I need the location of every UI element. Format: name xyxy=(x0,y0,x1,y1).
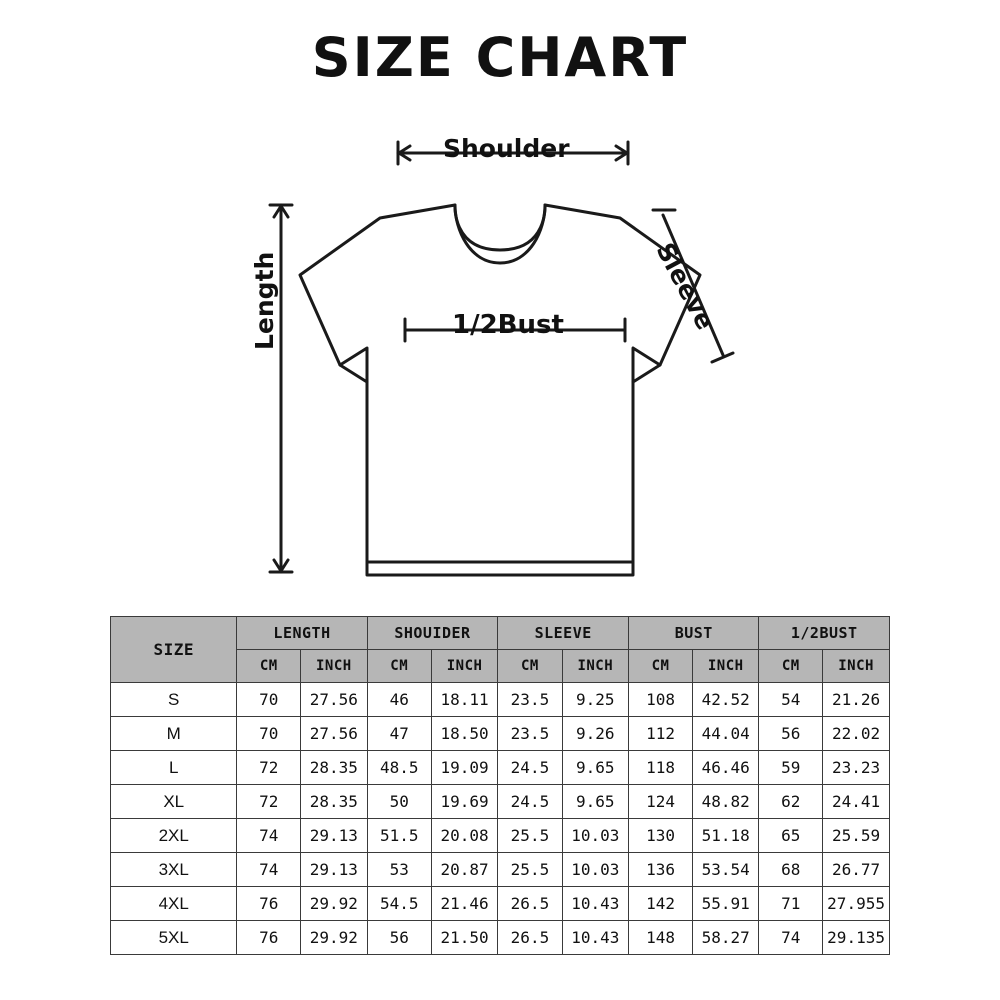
cell-size: XL xyxy=(111,785,237,819)
cell-value: 108 xyxy=(629,683,693,717)
cell-value: 53.54 xyxy=(693,853,759,887)
cell-value: 21.46 xyxy=(431,887,497,921)
unit-sleeve-cm: CM xyxy=(498,650,562,683)
unit-half-bust-cm: CM xyxy=(759,650,823,683)
cell-value: 74 xyxy=(237,819,301,853)
label-length: Length xyxy=(250,251,279,350)
cell-value: 29.13 xyxy=(301,819,367,853)
unit-sleeve-inch: INCH xyxy=(562,650,628,683)
cell-value: 24.41 xyxy=(823,785,890,819)
cell-value: 76 xyxy=(237,921,301,955)
cell-value: 62 xyxy=(759,785,823,819)
cell-size: 3XL xyxy=(111,853,237,887)
label-half-bust: 1/2Bust xyxy=(452,310,564,340)
table-group-header-row xyxy=(111,617,890,650)
cell-value: 29.13 xyxy=(301,853,367,887)
cell-value: 70 xyxy=(237,683,301,717)
cell-value: 28.35 xyxy=(301,785,367,819)
cell-value: 27.955 xyxy=(823,887,890,921)
cell-size: 2XL xyxy=(111,819,237,853)
cell-value: 22.02 xyxy=(823,717,890,751)
unit-bust-cm: CM xyxy=(629,650,693,683)
cell-value: 56 xyxy=(367,921,431,955)
cell-value: 9.65 xyxy=(562,785,628,819)
table-row xyxy=(111,683,890,717)
cell-value: 24.5 xyxy=(498,751,562,785)
cell-value: 54 xyxy=(759,683,823,717)
header-half-bust: 1/2BUST xyxy=(759,617,890,650)
table-row xyxy=(111,853,890,887)
cell-value: 55.91 xyxy=(693,887,759,921)
cell-value: 142 xyxy=(629,887,693,921)
header-size: SIZE xyxy=(111,617,237,683)
cell-value: 148 xyxy=(629,921,693,955)
table-row xyxy=(111,887,890,921)
cell-value: 112 xyxy=(629,717,693,751)
cell-value: 118 xyxy=(629,751,693,785)
cell-value: 74 xyxy=(237,853,301,887)
cell-value: 76 xyxy=(237,887,301,921)
unit-shoulder-cm: CM xyxy=(367,650,431,683)
cell-value: 48.5 xyxy=(367,751,431,785)
cell-value: 72 xyxy=(237,751,301,785)
label-sleeve: Sleeve xyxy=(650,238,721,335)
table-head xyxy=(111,617,890,683)
cell-value: 20.87 xyxy=(431,853,497,887)
cell-value: 68 xyxy=(759,853,823,887)
cell-value: 9.26 xyxy=(562,717,628,751)
cell-size: M xyxy=(111,717,237,751)
cell-value: 53 xyxy=(367,853,431,887)
cell-value: 54.5 xyxy=(367,887,431,921)
cell-size: S xyxy=(111,683,237,717)
cell-value: 18.11 xyxy=(431,683,497,717)
cell-value: 46.46 xyxy=(693,751,759,785)
cell-size: 4XL xyxy=(111,887,237,921)
cell-value: 29.92 xyxy=(301,921,367,955)
cell-value: 50 xyxy=(367,785,431,819)
cell-value: 19.69 xyxy=(431,785,497,819)
cell-value: 10.03 xyxy=(562,853,628,887)
size-chart-table xyxy=(110,616,890,955)
cell-value: 27.56 xyxy=(301,683,367,717)
cell-value: 51.5 xyxy=(367,819,431,853)
cell-value: 21.26 xyxy=(823,683,890,717)
tshirt-measurement-diagram xyxy=(0,100,1000,605)
header-sleeve: SLEEVE xyxy=(498,617,629,650)
cell-value: 10.03 xyxy=(562,819,628,853)
cell-value: 24.5 xyxy=(498,785,562,819)
cell-value: 20.08 xyxy=(431,819,497,853)
label-shoulder: Shoulder xyxy=(443,134,570,163)
cell-value: 130 xyxy=(629,819,693,853)
cell-value: 136 xyxy=(629,853,693,887)
table-row xyxy=(111,717,890,751)
unit-bust-inch: INCH xyxy=(693,650,759,683)
cell-value: 10.43 xyxy=(562,887,628,921)
cell-value: 19.09 xyxy=(431,751,497,785)
cell-value: 26.5 xyxy=(498,887,562,921)
cell-value: 44.04 xyxy=(693,717,759,751)
cell-value: 28.35 xyxy=(301,751,367,785)
cell-value: 51.18 xyxy=(693,819,759,853)
cell-value: 26.5 xyxy=(498,921,562,955)
cell-value: 10.43 xyxy=(562,921,628,955)
cell-value: 74 xyxy=(759,921,823,955)
page-title: SIZE CHART xyxy=(311,26,689,89)
cell-value: 70 xyxy=(237,717,301,751)
table-row xyxy=(111,819,890,853)
cell-value: 124 xyxy=(629,785,693,819)
cell-value: 71 xyxy=(759,887,823,921)
cell-value: 27.56 xyxy=(301,717,367,751)
cell-value: 18.50 xyxy=(431,717,497,751)
cell-value: 42.52 xyxy=(693,683,759,717)
table-row xyxy=(111,921,890,955)
header-length: LENGTH xyxy=(237,617,367,650)
cell-value: 65 xyxy=(759,819,823,853)
cell-value: 26.77 xyxy=(823,853,890,887)
cell-value: 59 xyxy=(759,751,823,785)
cell-value: 58.27 xyxy=(693,921,759,955)
cell-value: 46 xyxy=(367,683,431,717)
cell-value: 9.25 xyxy=(562,683,628,717)
cell-value: 23.5 xyxy=(498,717,562,751)
table-row xyxy=(111,751,890,785)
cell-value: 29.92 xyxy=(301,887,367,921)
cell-value: 9.65 xyxy=(562,751,628,785)
cell-value: 48.82 xyxy=(693,785,759,819)
tshirt-outline-icon xyxy=(0,100,1000,605)
cell-size: 5XL xyxy=(111,921,237,955)
cell-value: 56 xyxy=(759,717,823,751)
cell-value: 29.135 xyxy=(823,921,890,955)
cell-value: 25.59 xyxy=(823,819,890,853)
cell-value: 23.23 xyxy=(823,751,890,785)
size-table-container xyxy=(110,616,890,955)
cell-value: 72 xyxy=(237,785,301,819)
unit-length-cm: CM xyxy=(237,650,301,683)
unit-half-bust-inch: INCH xyxy=(823,650,890,683)
table-row xyxy=(111,785,890,819)
cell-value: 47 xyxy=(367,717,431,751)
cell-value: 25.5 xyxy=(498,819,562,853)
cell-size: L xyxy=(111,751,237,785)
cell-value: 23.5 xyxy=(498,683,562,717)
table-body xyxy=(111,683,890,955)
unit-length-inch: INCH xyxy=(301,650,367,683)
cell-value: 21.50 xyxy=(431,921,497,955)
header-shoulder: SHOUIDER xyxy=(367,617,498,650)
header-bust: BUST xyxy=(629,617,759,650)
cell-value: 25.5 xyxy=(498,853,562,887)
unit-shoulder-inch: INCH xyxy=(431,650,497,683)
